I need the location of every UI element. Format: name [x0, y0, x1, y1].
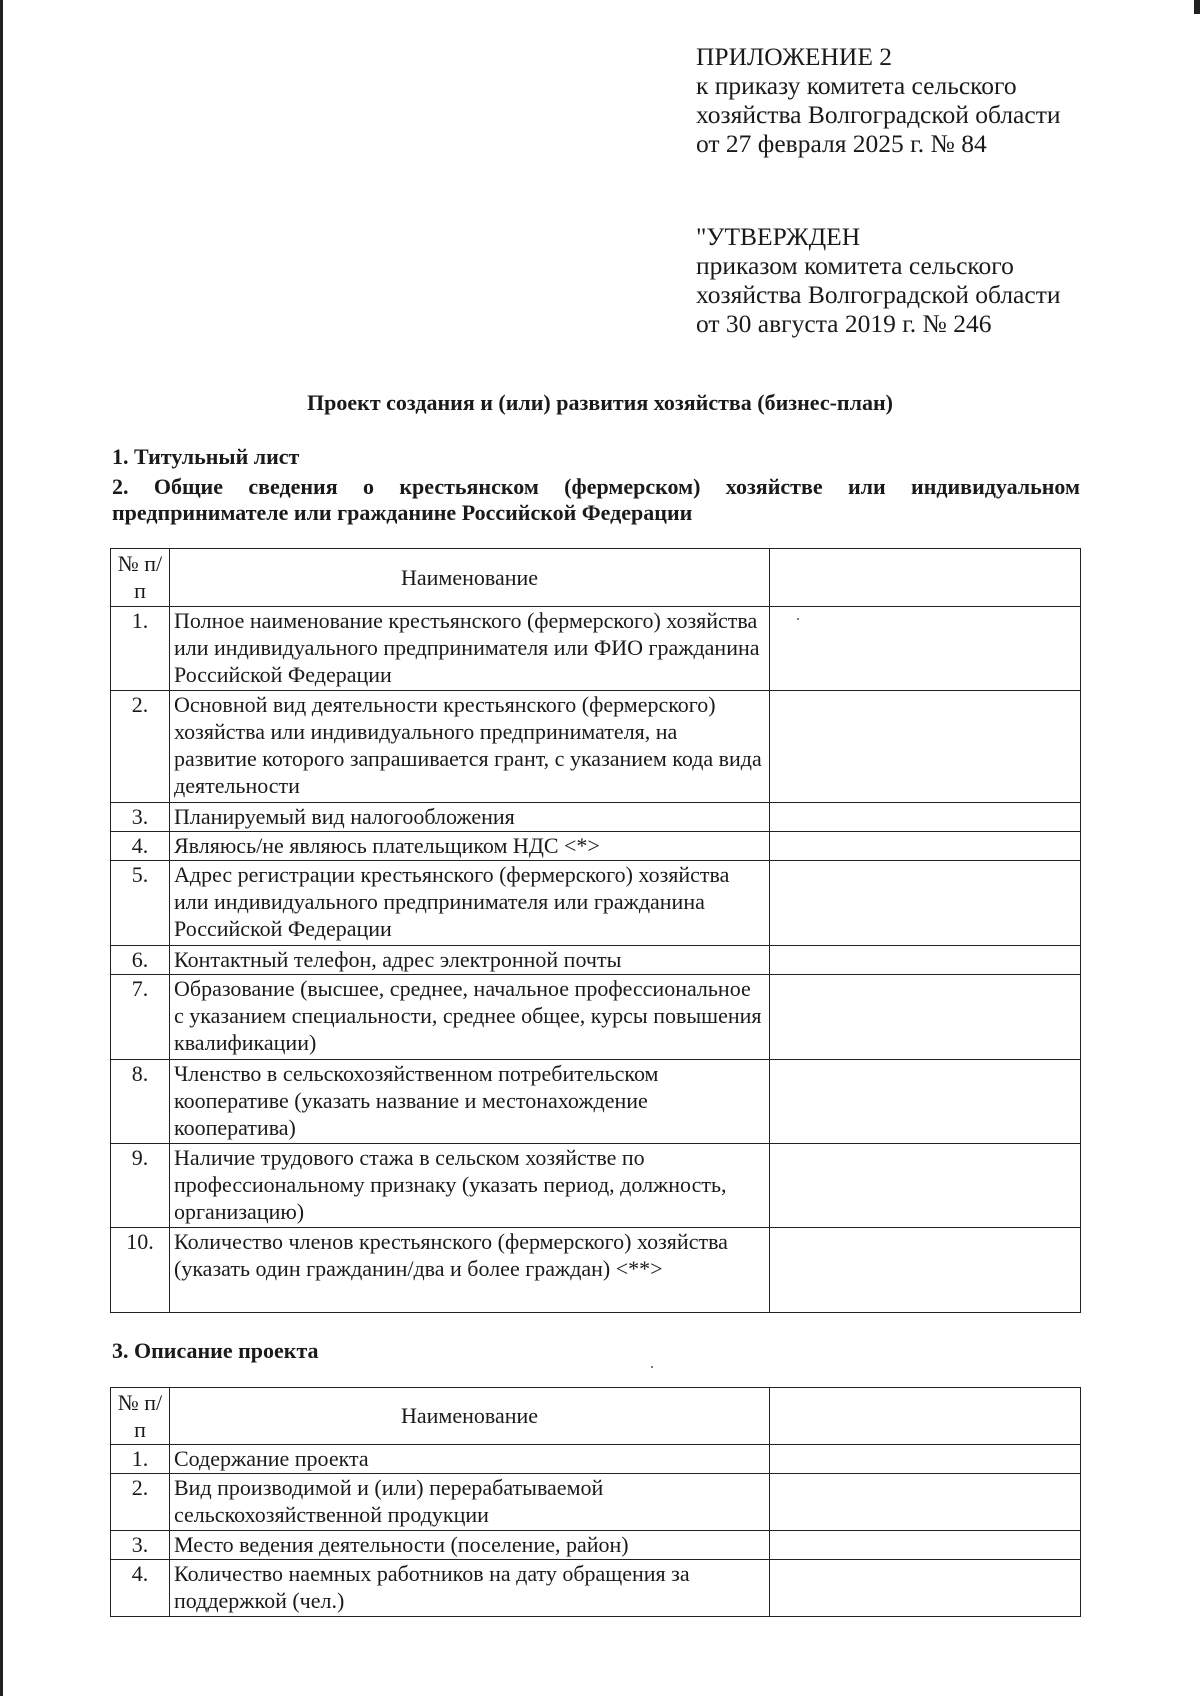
- row-text: Вид производимой и (или) перерабатываемой сельскохозяйственной продукции: [170, 1474, 770, 1531]
- row-number: 4.: [111, 1560, 170, 1617]
- scan-margin-line: [0, 0, 3, 1696]
- approval-line: хозяйства Волгоградской области: [696, 280, 1061, 309]
- row-number: 2.: [111, 1474, 170, 1531]
- row-value-cell[interactable]: [770, 1228, 1081, 1313]
- general-info-table: [110, 548, 1081, 1313]
- approval-line: "УТВЕРЖДЕН: [696, 222, 861, 251]
- header-name-cell: Наименование: [170, 1388, 770, 1445]
- row-number: 10.: [111, 1228, 170, 1313]
- row-value-cell[interactable]: [770, 691, 1081, 803]
- row-number: 2.: [111, 691, 170, 803]
- row-text: Членство в сельскохозяйственном потребительском кооперативе (указать название и местонахождение кооператива): [170, 1060, 770, 1144]
- table-row: [111, 1531, 1081, 1560]
- table-header-row: [111, 1388, 1081, 1445]
- section-1-title: 1. Титульный лист: [112, 444, 300, 469]
- table-row: [111, 1060, 1081, 1144]
- row-value-cell[interactable]: [770, 803, 1081, 832]
- row-text: Наличие трудового стажа в сельском хозяйстве по профессиональному признаку (указать период, должность, организацию): [170, 1144, 770, 1228]
- row-value-cell[interactable]: [770, 1474, 1081, 1531]
- row-number: 1.: [111, 1445, 170, 1474]
- table-row: [111, 975, 1081, 1060]
- row-value-cell[interactable]: [770, 607, 1081, 691]
- table-header-row: [111, 549, 1081, 607]
- section-2-title: 2. Общие сведения о крестьянском (фермерском) хозяйстве или индивидуальном предпринимателе или гражданине Российской Федерации: [112, 474, 1080, 525]
- scan-speck: [797, 618, 799, 620]
- scan-speck: [651, 1366, 653, 1368]
- row-text: Содержание проекта: [170, 1445, 770, 1474]
- row-number: 4.: [111, 832, 170, 861]
- row-text: Место ведения деятельности (поселение, район): [170, 1531, 770, 1560]
- table-row: [111, 803, 1081, 832]
- table-row: [111, 1228, 1081, 1313]
- table-row: [111, 861, 1081, 946]
- approval-block: [696, 222, 1060, 338]
- approval-line: приказом комитета сельского: [696, 251, 1014, 280]
- header-number-cell: № п/п: [111, 1388, 170, 1445]
- row-text: Адрес регистрации крестьянского (фермерского) хозяйства или индивидуального предпринимателя или гражданина Российской Федерации: [170, 861, 770, 946]
- row-text: Планируемый вид налогообложения: [170, 803, 770, 832]
- row-text: Количество наемных работников на дату обращения за поддержкой (чел.): [170, 1560, 770, 1617]
- appendix-header-line: от 27 февраля 2025 г. № 84: [696, 129, 987, 158]
- row-value-cell[interactable]: [770, 1144, 1081, 1228]
- row-text: Основной вид деятельности крестьянского (фермерского) хозяйства или индивидуального предпринимателя, на развитие которого запрашивается грант, с указанием кода вида деятельности: [170, 691, 770, 803]
- row-number: 9.: [111, 1144, 170, 1228]
- row-text: Полное наименование крестьянского (фермерского) хозяйства или индивидуального предпринимателя или ФИО гражданина Российской Федерации: [170, 607, 770, 691]
- row-text: Контактный телефон, адрес электронной почты: [170, 946, 770, 975]
- row-value-cell[interactable]: [770, 1060, 1081, 1144]
- header-number-cell: № п/п: [111, 549, 170, 607]
- row-value-cell[interactable]: [770, 1531, 1081, 1560]
- approval-line: от 30 августа 2019 г. № 246: [696, 309, 992, 338]
- table-row: [111, 1560, 1081, 1617]
- row-number: 1.: [111, 607, 170, 691]
- appendix-header-line: к приказу комитета сельского: [696, 71, 1017, 100]
- scan-corner-mark: [1194, 0, 1200, 14]
- row-value-cell[interactable]: [770, 861, 1081, 946]
- appendix-header-line: хозяйства Волгоградской области: [696, 100, 1061, 129]
- header-value-cell: [770, 1388, 1081, 1445]
- section-3-title: 3. Описание проекта: [112, 1338, 319, 1363]
- row-value-cell[interactable]: [770, 975, 1081, 1060]
- header-name-cell: Наименование: [170, 549, 770, 607]
- row-number: 6.: [111, 946, 170, 975]
- table-row: [111, 1474, 1081, 1531]
- row-text: Являюсь/не являюсь плательщиком НДС <*>: [170, 832, 770, 861]
- row-value-cell[interactable]: [770, 946, 1081, 975]
- row-number: 3.: [111, 1531, 170, 1560]
- table-row: [111, 1144, 1081, 1228]
- table-row: [111, 946, 1081, 975]
- row-number: 8.: [111, 1060, 170, 1144]
- project-description-table: [110, 1387, 1081, 1617]
- row-number: 5.: [111, 861, 170, 946]
- row-text: Образование (высшее, среднее, начальное профессиональное с указанием специальности, среднее общее, курсы повышения квалификации): [170, 975, 770, 1060]
- header-value-cell: [770, 549, 1081, 607]
- appendix-header-block: [696, 42, 1060, 158]
- appendix-header-line: ПРИЛОЖЕНИЕ 2: [696, 42, 893, 71]
- table-row: [111, 832, 1081, 861]
- row-value-cell[interactable]: [770, 1445, 1081, 1474]
- row-text: Количество членов крестьянского (фермерского) хозяйства (указать один гражданин/два и более граждан) <**>: [170, 1228, 770, 1313]
- table-row: [111, 607, 1081, 691]
- row-number: 7.: [111, 975, 170, 1060]
- row-value-cell[interactable]: [770, 832, 1081, 861]
- table-row: [111, 1445, 1081, 1474]
- row-number: 3.: [111, 803, 170, 832]
- document-title: Проект создания и (или) развития хозяйства (бизнес-план): [307, 390, 893, 415]
- table-row: [111, 691, 1081, 803]
- row-value-cell[interactable]: [770, 1560, 1081, 1617]
